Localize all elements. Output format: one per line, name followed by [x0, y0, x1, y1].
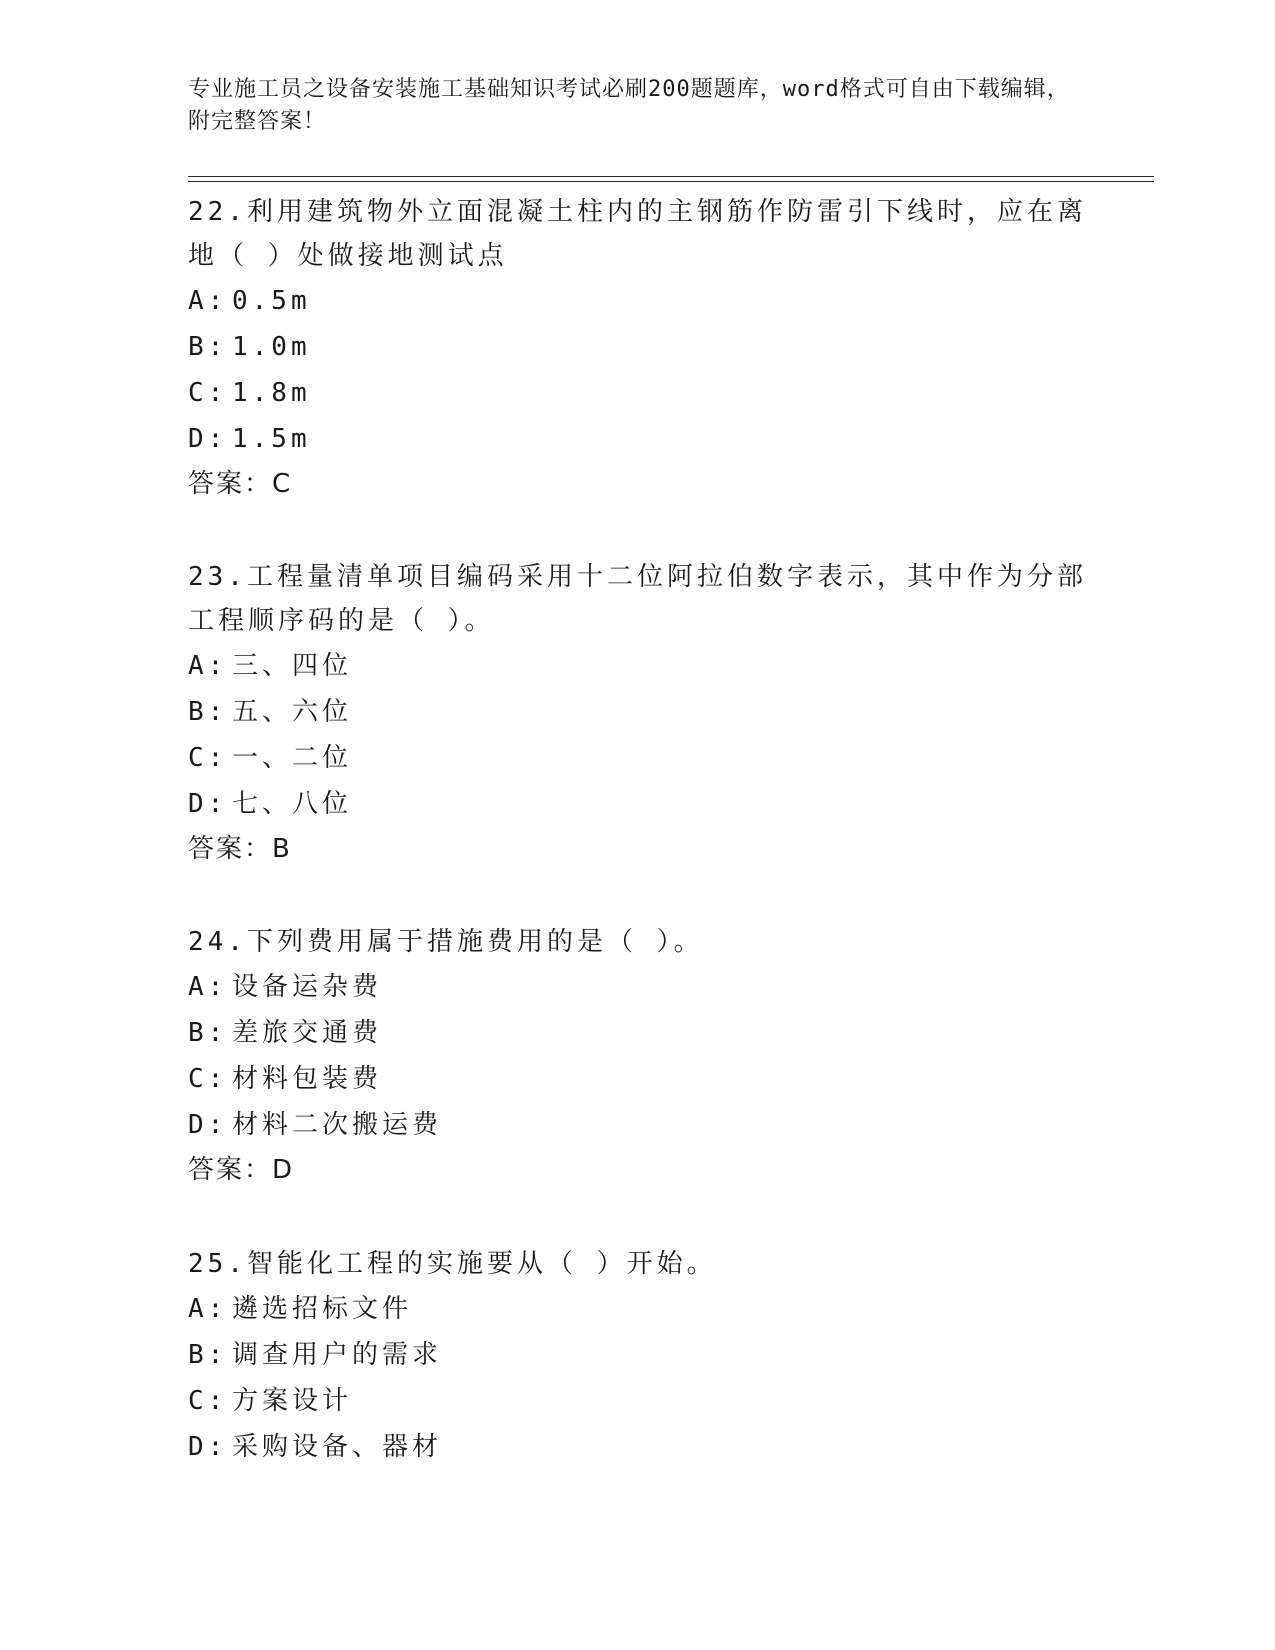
- option-key: D:: [188, 424, 228, 454]
- option-key: B:: [188, 1340, 228, 1370]
- question-22: [188, 190, 1088, 506]
- option-d: [188, 1102, 1088, 1148]
- option-text: 采购设备、器材: [232, 1432, 443, 1462]
- option-text: 调查用户的需求: [232, 1340, 443, 1370]
- question-23: [188, 555, 1088, 871]
- answer-line: 答案：B: [188, 834, 292, 864]
- option-text: 0.5m: [232, 286, 311, 316]
- option-text: 五、六位: [232, 697, 353, 727]
- option-b: [188, 1010, 1088, 1056]
- option-d: [188, 1424, 1088, 1470]
- option-key: A:: [188, 286, 228, 316]
- option-c: [188, 1378, 1088, 1424]
- option-key: C:: [188, 743, 228, 773]
- option-d: [188, 781, 1088, 827]
- header-divider-top: [188, 176, 1154, 177]
- option-c: [188, 735, 1088, 781]
- option-text: 材料包装费: [232, 1064, 383, 1094]
- option-text: 设备运杂费: [232, 972, 383, 1002]
- option-key: D:: [188, 1432, 228, 1462]
- option-d: [188, 416, 1088, 462]
- question-stem: 25.智能化工程的实施要从（ ）开始。: [188, 1249, 717, 1279]
- option-text: 材料二次搬运费: [232, 1110, 443, 1140]
- option-a: [188, 964, 1088, 1010]
- option-c: [188, 370, 1088, 416]
- question-25: [188, 1242, 1088, 1470]
- document-header: 专业施工员之设备安装施工基础知识考试必刷200题题库，word格式可自由下载编辑，附完整答案！: [188, 77, 1070, 134]
- option-a: [188, 643, 1088, 689]
- option-key: C:: [188, 378, 228, 408]
- option-a: [188, 278, 1088, 324]
- option-key: D:: [188, 789, 228, 819]
- option-text: 差旅交通费: [232, 1018, 383, 1048]
- option-text: 1.8m: [232, 378, 311, 408]
- option-b: [188, 689, 1088, 735]
- question-stem: 24.下列费用属于措施费用的是（ ）。: [188, 927, 704, 957]
- option-key: A:: [188, 972, 228, 1002]
- option-c: [188, 1056, 1088, 1102]
- header-divider-bottom: [188, 181, 1154, 182]
- option-key: A:: [188, 1294, 228, 1324]
- option-key: A:: [188, 651, 228, 681]
- option-text: 1.0m: [232, 332, 311, 362]
- option-a: [188, 1286, 1088, 1332]
- answer-line: 答案：D: [188, 1155, 295, 1185]
- question-stem: 22.利用建筑物外立面混凝土柱内的主钢筋作防雷引下线时，应在离地（ ）处做接地测试点: [188, 197, 1087, 271]
- option-key: D:: [188, 1110, 228, 1140]
- option-text: 1.5m: [232, 424, 311, 454]
- option-text: 遴选招标文件: [232, 1294, 413, 1324]
- option-key: C:: [188, 1386, 228, 1416]
- question-24: [188, 920, 1088, 1192]
- answer-line: 答案：C: [188, 469, 293, 499]
- option-text: 方案设计: [232, 1386, 353, 1416]
- option-text: 三、四位: [232, 651, 353, 681]
- option-b: [188, 1332, 1088, 1378]
- option-text: 七、八位: [232, 789, 353, 819]
- option-key: C:: [188, 1064, 228, 1094]
- question-stem: 23.工程量清单项目编码采用十二位阿拉伯数字表示，其中作为分部工程顺序码的是（ ）。: [188, 562, 1087, 636]
- option-text: 一、二位: [232, 743, 353, 773]
- option-key: B:: [188, 697, 228, 727]
- option-key: B:: [188, 332, 228, 362]
- option-key: B:: [188, 1018, 228, 1048]
- option-b: [188, 324, 1088, 370]
